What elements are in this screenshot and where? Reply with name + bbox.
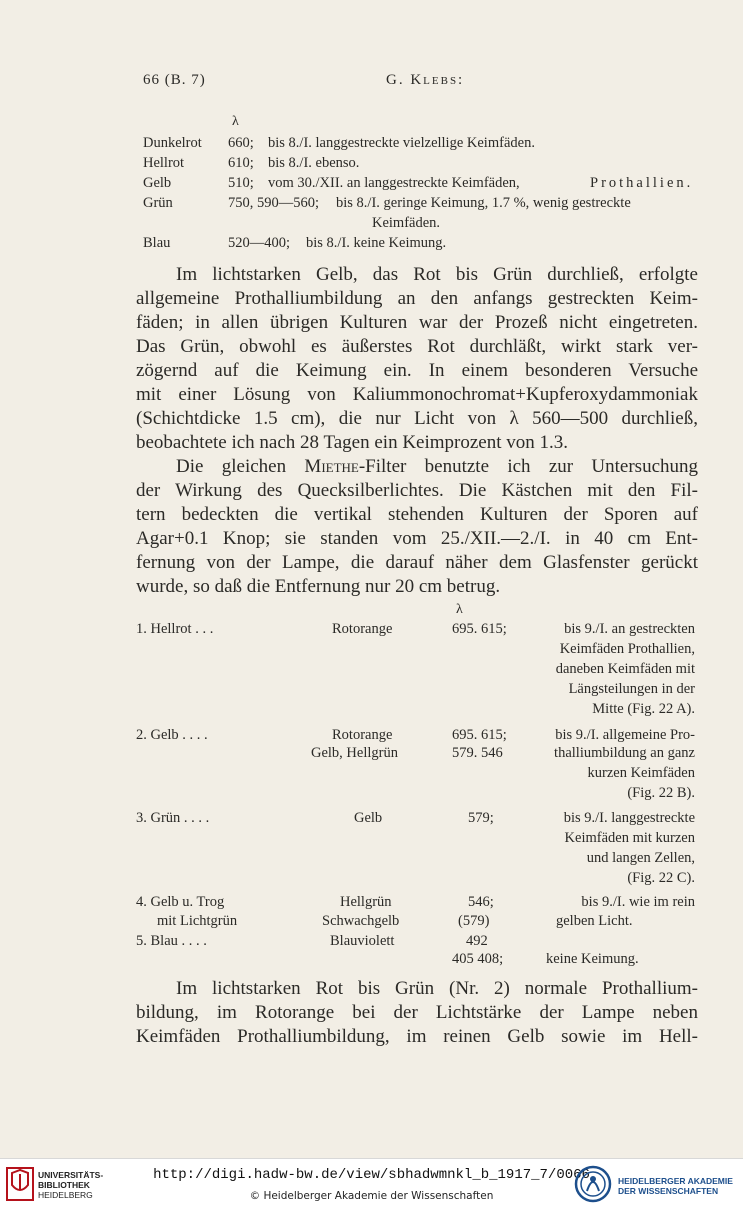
text-line: (Schichtdicke 1.5 cm), die nur Licht von λ 560—500 durchließ,	[136, 408, 698, 429]
academy-logo-text	[618, 1176, 733, 1196]
result-line: bis 9./I. an gestreckten	[564, 621, 695, 637]
result-line: bis 9./I. allgemeine Pro-	[555, 727, 695, 743]
filter-name: Hellgrün	[340, 894, 392, 910]
paragraph	[136, 263, 698, 455]
wavelength-value: 610;	[228, 155, 254, 171]
filter-name: Miethe	[304, 456, 359, 477]
filter-name: Blauviolett	[330, 933, 395, 949]
result-line: gelben Licht.	[556, 913, 633, 929]
result-line: und langen Zellen,	[586, 850, 695, 866]
text-line: Agar+0.1 Knop; sie standen vom 25./XII.—2./I. in 40 cm Ent-	[136, 528, 698, 549]
wavelength-value: 660;	[228, 135, 254, 151]
viewer-footer	[0, 1158, 743, 1210]
academy-logo[interactable]	[574, 1165, 740, 1205]
result-line: daneben Keimfäden mit	[555, 661, 695, 677]
result-line: (Fig. 22 C).	[627, 870, 695, 886]
paragraph	[136, 977, 698, 1049]
copyright-notice: © Heidelberger Akademie der Wissenschaften	[249, 1190, 494, 1202]
filter-name: Gelb	[354, 810, 383, 826]
wavelength-value: 695. 615;	[452, 621, 507, 637]
logo-line: DER WISSENSCHAFTEN	[618, 1186, 719, 1196]
logo-line: UNIVERSITÄTS-	[38, 1170, 104, 1180]
result-text: bis 8./I. keine Keimung.	[306, 235, 447, 251]
permalink-url[interactable]: http://digi.hadw-bw.de/view/sbhadwmnkl_b_1917_7/0066	[153, 1167, 590, 1183]
color-label: Gelb	[143, 175, 172, 191]
result-text: bis 8./I. geringe Keimung, 1.7 %, wenig gestreckte	[336, 195, 631, 211]
result-line: kurzen Keimfäden	[587, 765, 695, 781]
experiment-label: 2. Gelb . . . .	[136, 727, 208, 743]
paragraph	[136, 455, 698, 599]
academy-seal-icon	[574, 1165, 612, 1203]
text-line: beobachtete ich nach 28 Tagen ein Keimprozent von 1.3.	[136, 432, 568, 453]
experiment-label: 3. Grün . . . .	[136, 810, 210, 826]
result-line: Längsteilungen in der	[568, 681, 695, 697]
result-text-continued: Keimfäden.	[372, 215, 441, 231]
result-line: (Fig. 22 B).	[627, 785, 695, 801]
color-label: Blau	[143, 235, 171, 251]
result-line: Mitte (Fig. 22 A).	[592, 701, 695, 717]
text-line: allgemeine Prothalliumbildung an den anfangs gestreckten Keim-	[136, 288, 698, 309]
result-text: bis 8./I. langgestreckte vielzellige Keimfäden.	[268, 135, 535, 151]
filter-name: Rotorange	[332, 727, 393, 743]
experiment-label: 4. Gelb u. Trog	[136, 894, 225, 910]
text-fragment: Die gleichen	[176, 456, 287, 477]
result-line: keine Keimung.	[546, 951, 639, 967]
text-line: zögernd auf die Keimung ein. In einem besonderen Versuche	[136, 360, 698, 381]
page-reference: 66 (B. 7)	[143, 72, 206, 88]
filter-name: Gelb, Hellgrün	[311, 745, 398, 761]
text-line	[136, 455, 698, 479]
wavelength-value: 405 408;	[452, 951, 504, 967]
result-text: bis 8./I. ebenso.	[268, 155, 360, 171]
text-line: Das Grün, obwohl es äußerstes Rot durchläßt, wirkt stark ver-	[136, 336, 698, 357]
wavelength-value: 546;	[468, 894, 494, 910]
wavelength-value: 695. 615;	[452, 727, 507, 743]
wavelength-value: (579)	[458, 913, 490, 929]
text-line: fäden; in allen übrigen Kulturen war der Prozeß nicht eingetreten.	[136, 312, 698, 333]
text-line: wurde, so daß die Entfernung nur 20 cm betrug.	[136, 576, 501, 597]
wavelength-value: 510;	[228, 175, 254, 191]
color-label: Grün	[143, 195, 173, 211]
text-line: Keimfäden Prothalliumbildung, im reinen Gelb sowie im Hell-	[136, 1026, 698, 1047]
experiment-label: 1. Hellrot . . .	[136, 621, 214, 637]
experiment-label-continued: mit Lichtgrün	[157, 913, 238, 929]
result-text-spaced: Prothallien.	[590, 175, 694, 191]
lambda-heading: λ	[456, 602, 463, 617]
result-line: thalliumbildung an ganz	[554, 745, 695, 761]
result-line: bis 9./I. langgestreckte	[563, 810, 695, 826]
color-label: Hellrot	[143, 155, 185, 171]
color-label: Dunkelrot	[143, 135, 202, 151]
text-line: fernung von der Lampe, die darauf näher dem Glasfenster gerückt	[136, 552, 698, 573]
logo-line: BIBLIOTHEK	[38, 1180, 90, 1190]
text-line: bildung, im Rotorange bei der Lichtstärke der Lampe neben	[136, 1002, 698, 1023]
result-line: Keimfäden mit kurzen	[564, 830, 695, 846]
wavelength-value: 492	[466, 933, 488, 949]
text-line: der Wirkung des Quecksilberlichtes. Die Kästchen mit den Fil-	[136, 480, 698, 501]
lambda-heading: λ	[232, 114, 239, 129]
logo-line: HEIDELBERGER AKADEMIE	[618, 1176, 733, 1186]
text-line: mit einer Lösung von Kaliummonochromat+Kupferoxydammoniak	[136, 384, 698, 405]
filter-name: Rotorange	[332, 621, 393, 637]
result-line: bis 9./I. wie im rein	[581, 894, 695, 910]
filter-name: Schwachgelb	[322, 913, 400, 929]
wavelength-value: 750, 590—560;	[228, 195, 320, 211]
result-line: Keimfäden Prothallien,	[559, 641, 695, 657]
running-author: G. Klebs:	[386, 72, 465, 88]
text-line: Im lichtstarken Gelb, das Rot bis Grün durchließ, erfolgte	[176, 264, 698, 285]
text-fragment: -Filter benutzte ich zur Untersuchung	[358, 456, 698, 477]
result-text: vom 30./XII. an langgestreckte Keimfäden,	[268, 175, 520, 191]
wavelength-value: 579. 546	[452, 745, 503, 761]
text-line: tern bedeckten die vertikal stehenden Kulturen der Sporen auf	[136, 504, 698, 525]
wavelength-value: 520—400;	[228, 235, 291, 251]
experiment-label: 5. Blau . . . .	[136, 933, 207, 949]
logo-line: HEIDELBERG	[38, 1190, 93, 1200]
text-line: Im lichtstarken Rot bis Grün (Nr. 2) normale Prothallium-	[176, 978, 698, 999]
wavelength-value: 579;	[468, 810, 494, 826]
